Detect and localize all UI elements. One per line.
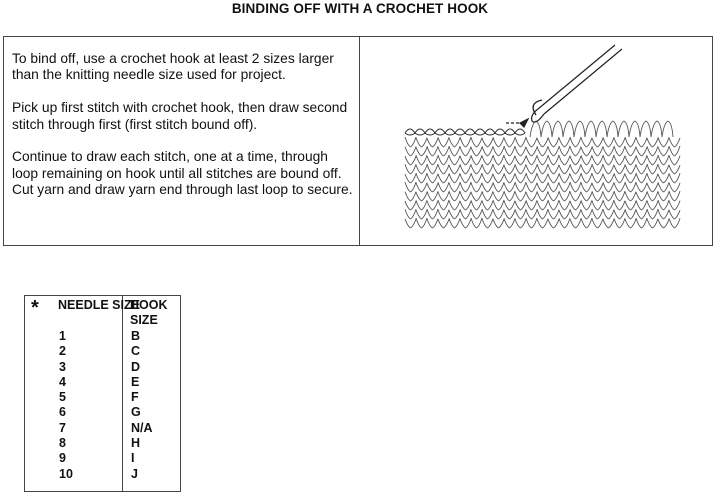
instruction-box bbox=[3, 36, 713, 246]
instruction-text-panel bbox=[4, 37, 360, 245]
illustration-panel bbox=[360, 37, 712, 245]
instruction-paragraph-2: Pick up first stitch with crochet hook, then draw second stitch through first (first stitch bound off). bbox=[12, 100, 348, 132]
table-marker: * bbox=[31, 297, 39, 319]
table-rows bbox=[25, 329, 180, 482]
table-row: 7 N/A bbox=[59, 420, 153, 435]
table-row: 2 C bbox=[59, 344, 141, 359]
crochet-hook-drawing bbox=[506, 45, 622, 127]
header-hook-size: HOOK SIZE bbox=[130, 298, 168, 327]
table-row: 3 D bbox=[59, 359, 141, 374]
table-row: 10 J bbox=[59, 466, 138, 481]
table-row: 1 B bbox=[59, 329, 141, 343]
knitting-bind-off-illustration bbox=[360, 37, 712, 245]
table-row: 6 G bbox=[59, 405, 141, 420]
page-title: BINDING OFF WITH A CROCHET HOOK bbox=[231, 1, 489, 16]
bound-off-chain-drawing bbox=[405, 129, 525, 135]
knitted-fabric-drawing bbox=[405, 121, 680, 228]
table-row: 9 I bbox=[59, 451, 135, 466]
instruction-paragraph-1: To bind off, use a crochet hook at least 2 sizes larger than the knitting needle size used for project. bbox=[12, 51, 334, 83]
instruction-paragraph-3: Continue to draw each stitch, one at a time, through loop remaining on hook until all stitches are bound off. Cut yarn and draw yarn end through last loop to secure. bbox=[12, 149, 353, 198]
table-row: 5 F bbox=[59, 390, 139, 405]
table-row: 8 H bbox=[59, 436, 141, 451]
table-row: 4 E bbox=[59, 374, 140, 389]
header-needle-size: NEEDLE SIZE bbox=[58, 298, 140, 312]
needle-hook-size-table bbox=[24, 295, 181, 492]
